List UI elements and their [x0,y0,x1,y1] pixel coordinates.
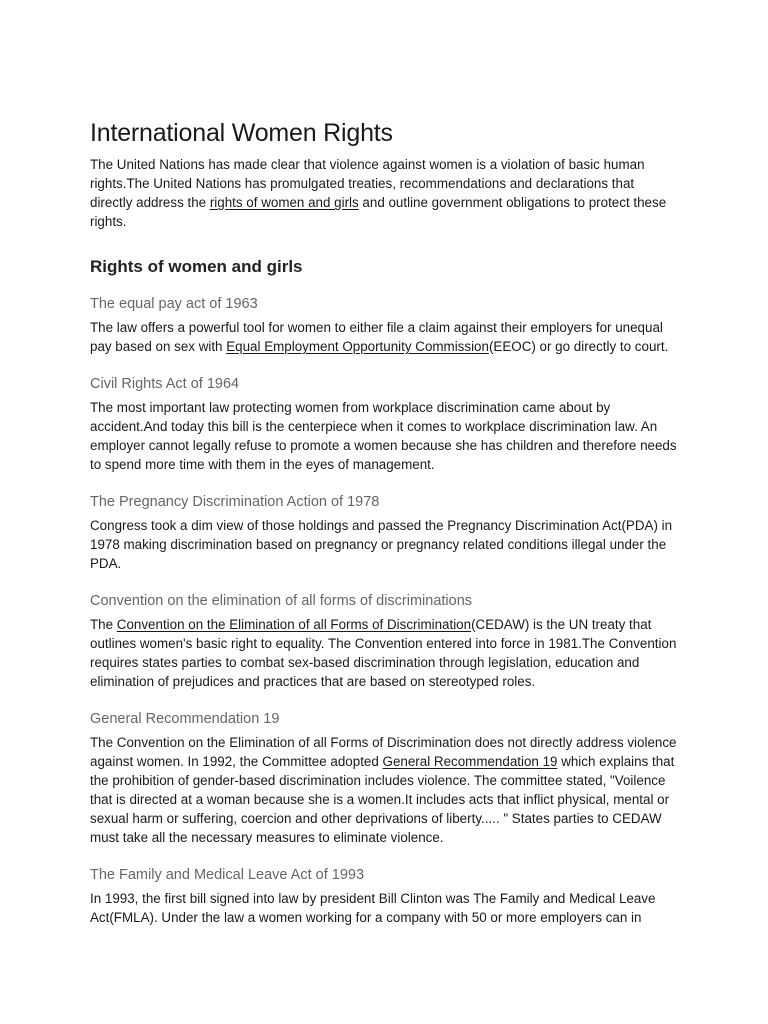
eeoc-link[interactable]: Equal Employment Opportunity Commission [226,339,489,354]
equal-pay-text-end: (EEOC) or go directly to court. [488,339,669,354]
cedaw-text-start: The [90,617,117,632]
equal-pay-paragraph [90,318,680,356]
intro-text-end: and outline government obligations to protect these rights. [90,195,667,229]
cedaw-link[interactable]: Convention on the Elimination of all Forms of Discrimination [116,617,472,632]
section-heading: Rights of women and girls [90,257,303,276]
fmla-paragraph: In 1993, the first bill signed into law by president Bill Clinton was The Family and Medical Leave Act(FMLA). Under the law a women working for a company with 50 or more employers can in [90,891,656,925]
civil-rights-paragraph: The most important law protecting women from workplace discrimination came about by accident.And today this bill is the centerpiece when it comes to workplace discrimination law. An employer cannot legally refuse to promote a women because she has children and therefore needs to spend more time with them in the eyes of management. [90,400,677,472]
pregnancy-paragraph: Congress took a dim view of those holdings and passed the Pregnancy Discrimination Act(PDA) in 1978 making discrimination based on pregnancy or pregnancy related conditions illegal under the PDA. [90,518,673,571]
general-recommendation-heading: General Recommendation 19 [90,711,280,727]
equal-pay-heading: The equal pay act of 1963 [90,296,258,312]
rights-of-women-link[interactable]: rights of women and girls [209,195,359,210]
cedaw-paragraph [90,615,680,691]
equal-pay-text-start: The law offers a powerful tool for women to either file a claim against their employers for unequal pay based on sex with [90,320,663,354]
cedaw-text-end: (CEDAW) is the UN treaty that outlines women's basic right to equality. The Convention entered into force in 1981.The Convention requires states parties to combat sex-based discrimination through legislation, education and elimination of prejudices and practices that are based on stereotyped roles. [90,617,677,689]
general-recommendation-text-start: The Convention on the Elimination of all Forms of Discrimination does not directly address violence against women. In 1992, the Committee adopted [90,735,677,769]
civil-rights-heading: Civil Rights Act of 1964 [90,376,240,392]
cedaw-heading: Convention on the elimination of all forms of discriminations [90,593,473,609]
pregnancy-heading: The Pregnancy Discrimination Action of 1978 [90,494,380,510]
intro-text-start: The United Nations has made clear that violence against women is a violation of basic human rights.The United Nations has promulgated treaties, recommendations and declarations that directly address the [90,157,645,210]
general-recommendation-text-end: which explains that the prohibition of gender-based discrimination includes violence. The committee stated, "Voilence that is directed at a woman because she is a women.It includes acts that inflict physical, mental or sexual harm or suffering, coercion and other deprivations of liberty..... " States parties to CEDAW must take all the necessary measures to eliminate violence. [90,754,675,845]
intro-paragraph [90,155,680,231]
document-page [90,114,680,927]
page-title: International Women Rights [90,119,393,147]
general-recommendation-paragraph [90,733,680,847]
general-recommendation-link[interactable]: General Recommendation 19 [382,754,558,769]
fmla-heading: The Family and Medical Leave Act of 1993 [90,867,365,883]
